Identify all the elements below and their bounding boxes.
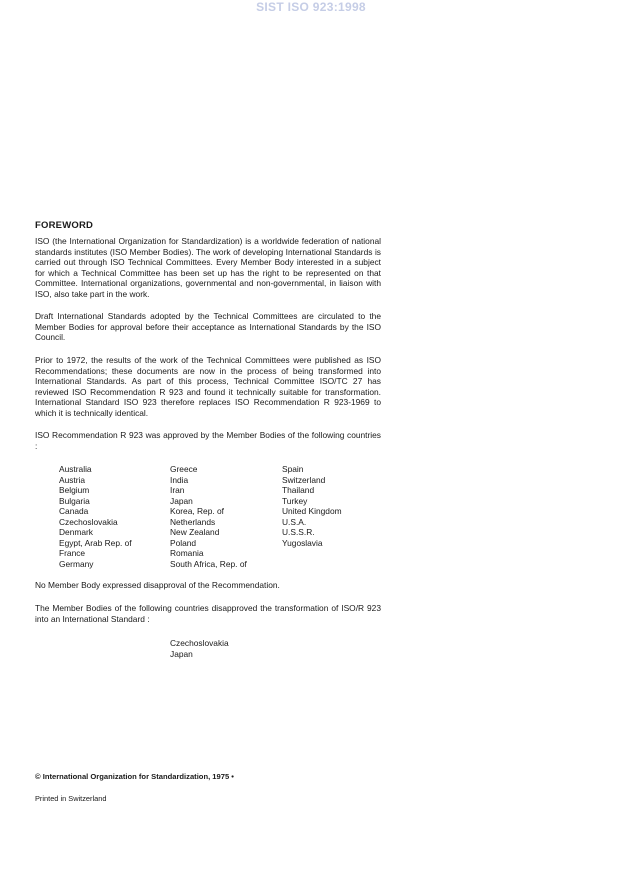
country: Spain bbox=[282, 464, 304, 474]
country: Czechoslovakia bbox=[170, 638, 229, 648]
country: France bbox=[59, 548, 86, 558]
country: Thailand bbox=[282, 485, 315, 495]
page-title: FOREWORD bbox=[35, 220, 94, 231]
country: India bbox=[170, 474, 189, 485]
country: United Kingdom bbox=[282, 506, 342, 516]
countries-column-1 bbox=[59, 464, 169, 569]
foreword-paragraph-1: ISO (the International Organization for Standardization) is a worldwide federation of national standards institutes (ISO Member Bodies). The work of developing International Standards is carried out through ISO Technical Committees. Every Member Body interested in a subject for which a Technical Committee has been set up has the right to be represented on that Committee. International organizations, governmental and non-governmental, in liaison with ISO, also take part in the work. bbox=[35, 236, 381, 299]
country: Turkey bbox=[282, 495, 308, 506]
country: U.S.A. bbox=[282, 516, 307, 527]
approval-intro: ISO Recommendation R 923 was approved by the Member Bodies of the following countries : bbox=[35, 430, 381, 451]
copyright-notice: © International Organization for Standardization, 1975 • bbox=[35, 772, 234, 781]
country: Germany bbox=[59, 558, 94, 569]
countries-column-3 bbox=[282, 464, 392, 548]
country: U.S.S.R. bbox=[282, 527, 315, 537]
country: Australia bbox=[59, 464, 92, 474]
country: South Africa, Rep. of bbox=[170, 558, 247, 569]
country: Belgium bbox=[59, 485, 90, 495]
country: Denmark bbox=[59, 527, 93, 537]
country: Egypt, Arab Rep. of bbox=[59, 537, 132, 548]
watermark: SIST ISO 923:1998 bbox=[256, 0, 366, 14]
country: New Zealand bbox=[170, 527, 220, 537]
country: Poland bbox=[170, 537, 197, 548]
country: Romania bbox=[170, 548, 204, 558]
printed-in: Printed in Switzerland bbox=[35, 794, 107, 803]
foreword-paragraph-2: Draft International Standards adopted by the Technical Committees are circulated to the Member Bodies for approval before their acceptance as International Standards by the ISO Council. bbox=[35, 311, 381, 342]
disapproving-countries-list bbox=[170, 638, 229, 659]
country: Switzerland bbox=[282, 474, 326, 485]
country: Bulgaria bbox=[59, 495, 90, 506]
foreword-paragraph-3: Prior to 1972, the results of the work of the Technical Committees were published as ISO Recommendations; these documents are now in the process of being transformed into International Standards. As part of this process, Technical Committee ISO/TC 27 has reviewed ISO Recommendation R 923 and found it technically suitable for transformation. International Standard ISO 923 therefore replaces ISO Recommendation R 923-1969 to which it is technically identical. bbox=[35, 355, 381, 418]
disapproval-intro: The Member Bodies of the following countries disapproved the transformation of ISO/R 923 into an International Standard : bbox=[35, 603, 381, 624]
no-disapproval-statement: No Member Body expressed disapproval of the Recommendation. bbox=[35, 580, 280, 590]
country: Japan bbox=[170, 495, 193, 506]
country: Japan bbox=[170, 648, 193, 659]
country: Yugoslavia bbox=[282, 537, 323, 548]
country: Canada bbox=[59, 506, 89, 516]
country: Netherlands bbox=[170, 516, 216, 527]
country: Czechoslovakia bbox=[59, 516, 118, 527]
country: Austria bbox=[59, 474, 86, 485]
countries-column-2 bbox=[170, 464, 280, 569]
country: Korea, Rep. of bbox=[170, 506, 225, 516]
country: Iran bbox=[170, 485, 185, 495]
country: Greece bbox=[170, 464, 198, 474]
